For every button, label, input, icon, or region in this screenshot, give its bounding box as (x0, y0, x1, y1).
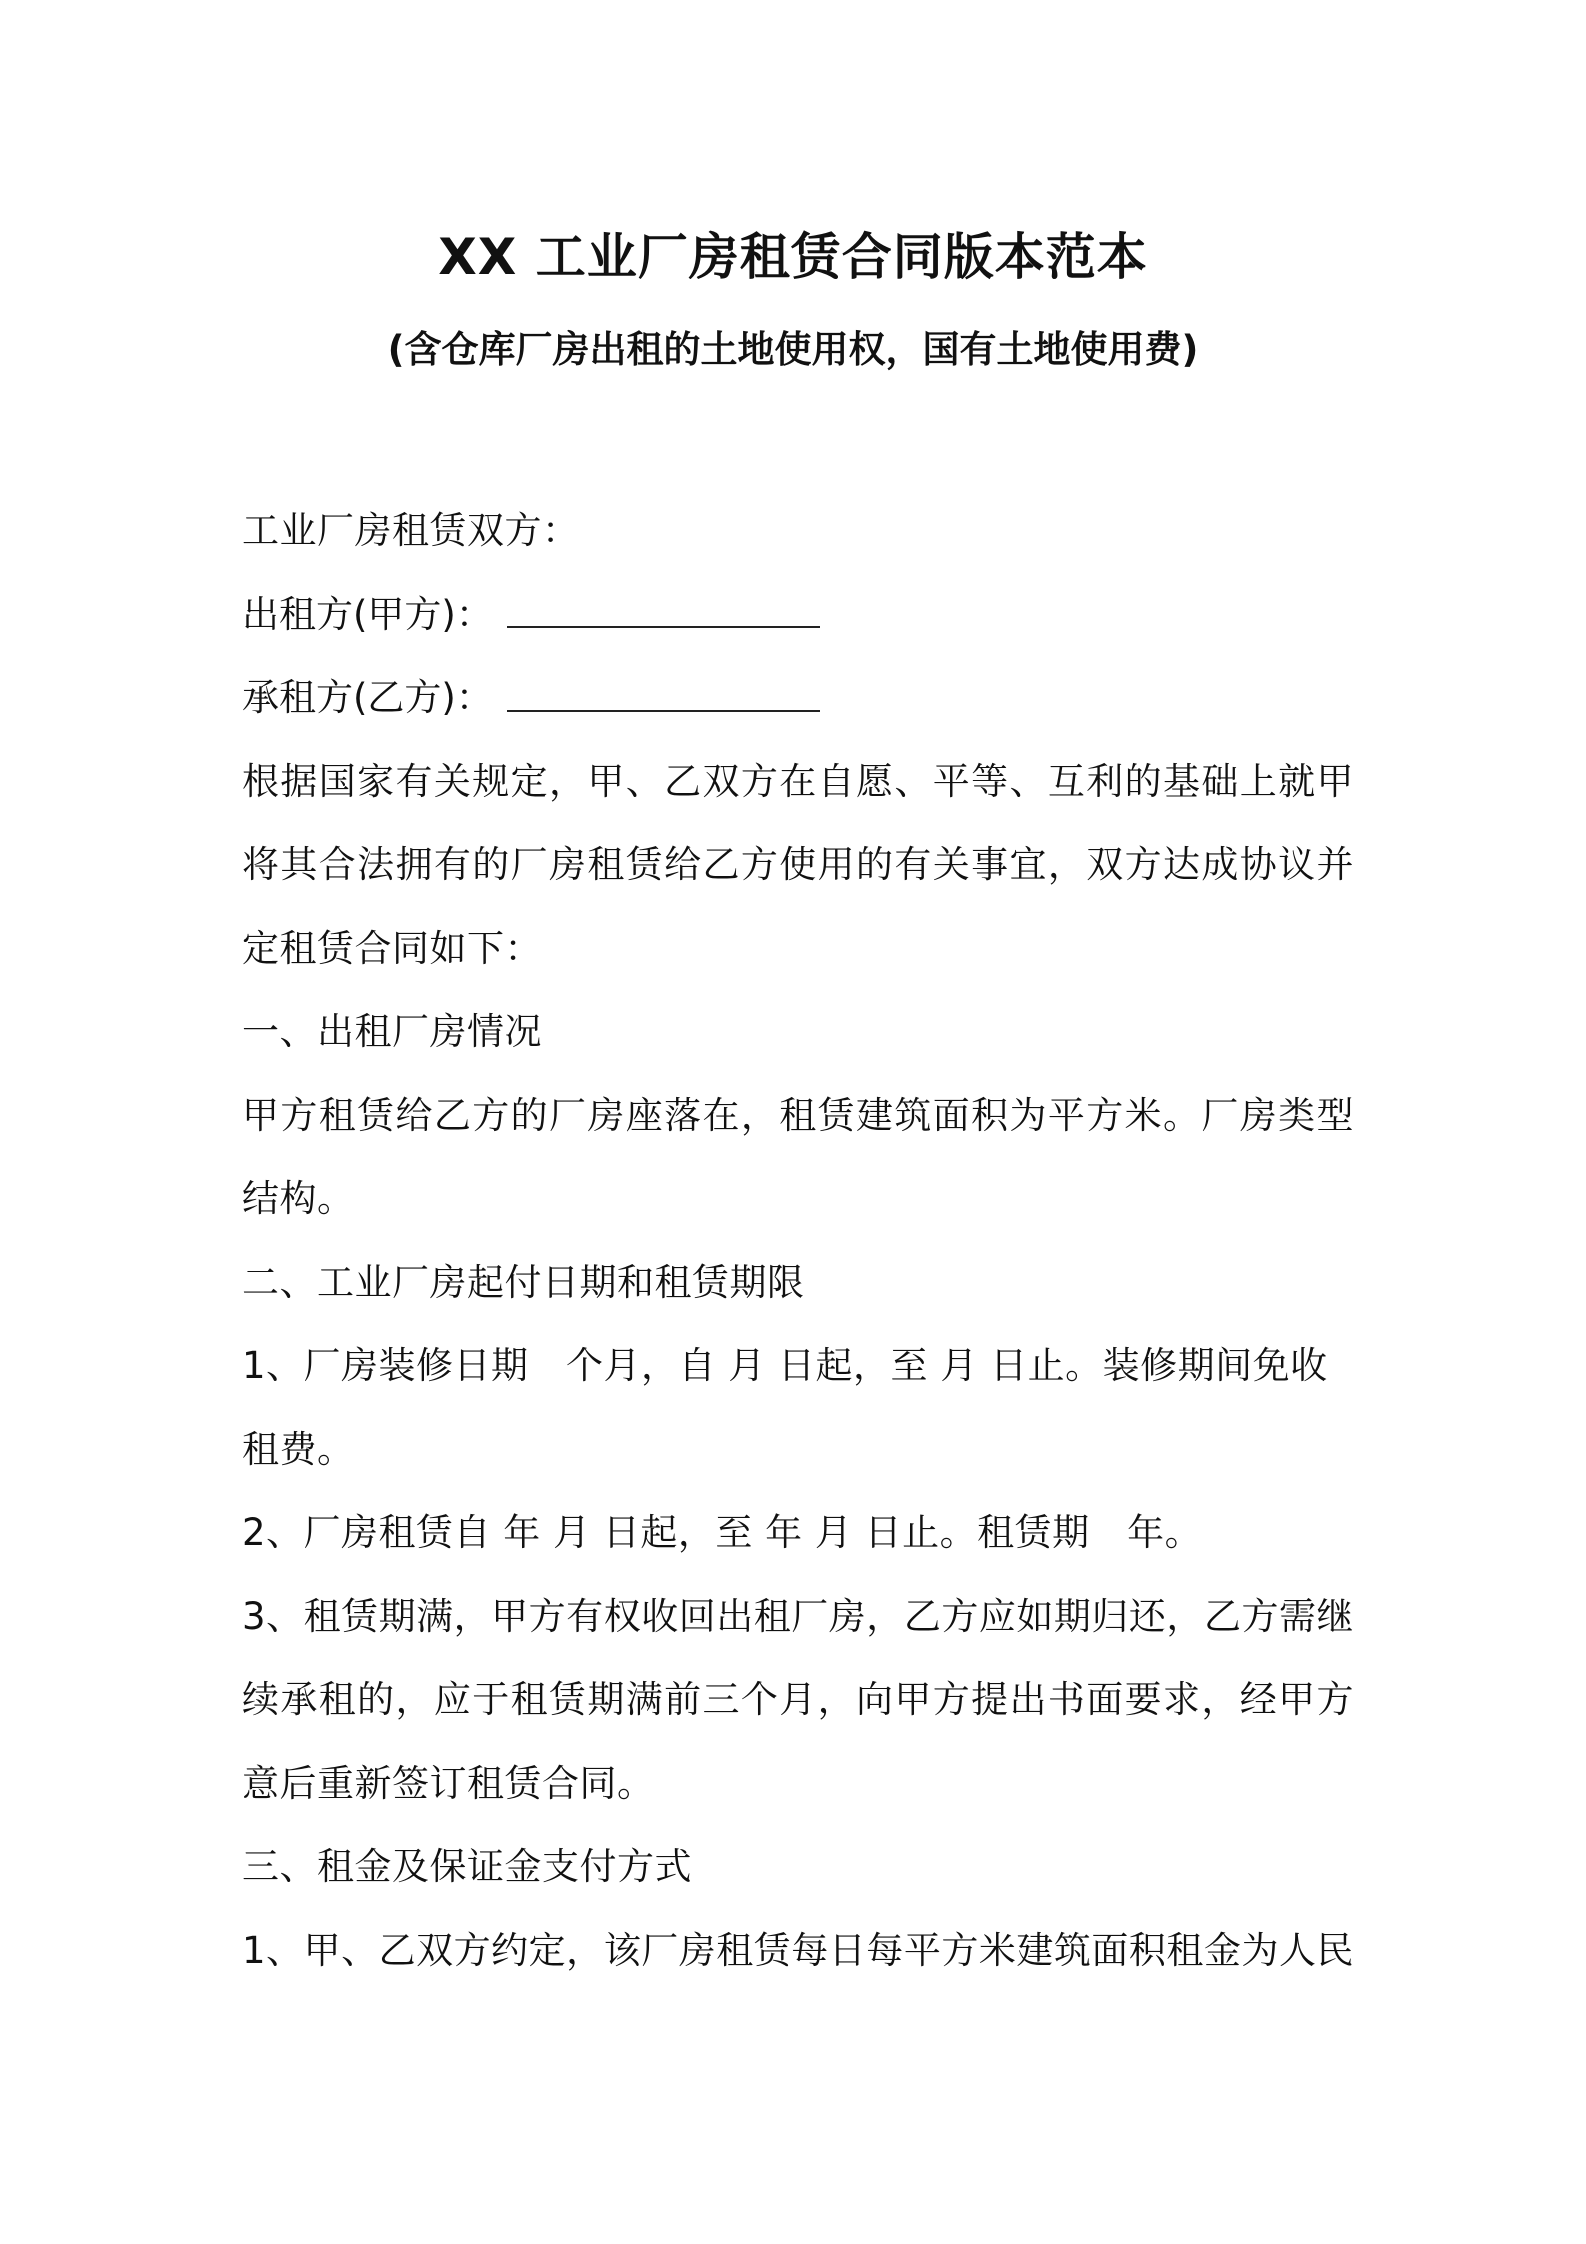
lessee-blank (507, 710, 820, 712)
section-heading: 三、租金及保证金支付方式 (242, 1845, 692, 1888)
preamble-line: 将其合法拥有的厂房租赁给乙方使用的有关事宜，双方达成协议并 (242, 843, 1354, 886)
lessee-label: 承租方(乙方)： (242, 676, 493, 719)
lessor-label: 出租方(甲方)： (242, 592, 493, 636)
lessor-blank (507, 626, 820, 628)
clause-line: 1、厂房装修日期 个月，自 月 日起，至 月 日止。装修期间免收 (242, 1344, 1328, 1387)
section-text-line: 甲方租赁给乙方的厂房座落在，租赁建筑面积为平方米。厂房类型 (242, 1093, 1354, 1137)
clause-line: 1、甲、乙双方约定，该厂房租赁每日每平方米建筑面积租金为人民 (242, 1928, 1354, 1972)
preamble-line: 定租赁合同如下： (242, 926, 542, 970)
section-heading: 一、出租厂房情况 (242, 1010, 542, 1053)
lessor-line (242, 573, 1354, 657)
preamble-line: 根据国家有关规定，甲、乙双方在自愿、平等、互利的基础上就甲 (242, 759, 1354, 803)
document-body (242, 489, 1354, 1992)
lessee-line (242, 656, 1354, 740)
clause-line: 2、厂房租赁自 年 月 日起，至 年 月 日止。租赁期 年。 (242, 1511, 1203, 1554)
clause-line: 意后重新签订租赁合同。 (242, 1761, 655, 1805)
clause-line: 租费。 (242, 1427, 355, 1471)
section-text-line: 结构。 (242, 1177, 355, 1220)
document-subtitle: (含仓库厂房出租的土地使用权，国有土地使用费) (387, 328, 1199, 371)
clause-line: 3、租赁期满，甲方有权收回出租厂房，乙方应如期归还，乙方需继 (242, 1594, 1354, 1638)
section-heading: 二、工业厂房起付日期和租赁期限 (242, 1260, 805, 1304)
clause-line: 续承租的，应于租赁期满前三个月，向甲方提出书面要求，经甲方 (242, 1678, 1354, 1721)
document-title: XX 工业厂房租赁合同版本范本 (438, 228, 1148, 286)
parties-intro: 工业厂房租赁双方： (242, 509, 580, 552)
